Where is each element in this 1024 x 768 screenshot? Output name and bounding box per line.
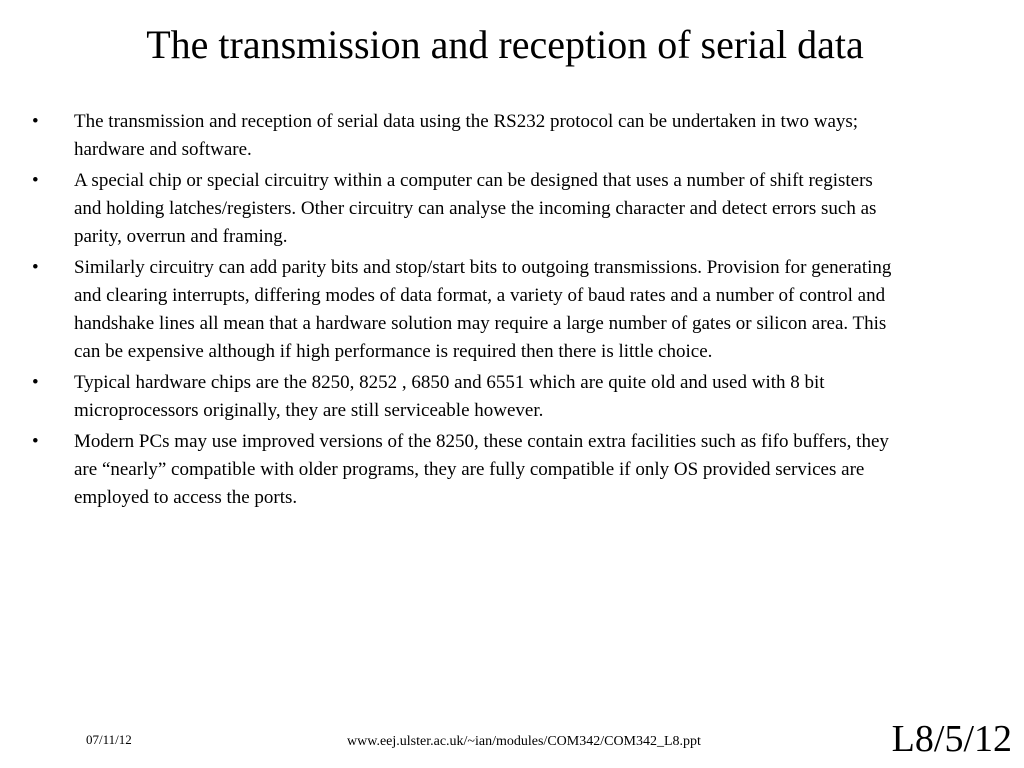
footer-url: www.eej.ulster.ac.uk/~ian/modules/COM342/COM342_L8.ppt: [347, 734, 701, 749]
slide-number: L8/5/12: [891, 718, 1012, 760]
bullet-text: The transmission and reception of serial data using the RS232 protocol can be undertaken in two ways; hardware and software.: [74, 111, 859, 160]
bullet-item: [30, 369, 892, 425]
bullet-icon: •: [32, 111, 39, 132]
footer-date: 07/11/12: [86, 732, 132, 747]
bullet-item: [30, 254, 892, 366]
bullet-icon: •: [32, 257, 39, 278]
bullet-item: [30, 428, 892, 512]
bullet-item: [30, 108, 892, 164]
bullet-icon: •: [32, 431, 39, 452]
bullet-icon: •: [32, 170, 39, 191]
bullet-text: Similarly circuitry can add parity bits and stop/start bits to outgoing transmissions. Provision for generating and clearing interrupts, differing modes of data format, a variety of baud rates and a number of control and handshake lines all mean that a hardware solution may require a large number of gates or silicon area. This can be expensive although if high performance is required then there is little choice.: [74, 257, 892, 362]
slide-title: The transmission and reception of serial data: [146, 22, 864, 67]
bullet-item: [30, 167, 892, 251]
bullet-list: [30, 108, 892, 515]
bullet-text: A special chip or special circuitry within a computer can be designed that uses a number of shift registers and holding latches/registers. Other circuitry can analyse the incoming character and detect errors such as parity, overrun and framing.: [74, 170, 877, 247]
bullet-icon: •: [32, 372, 39, 393]
bullet-text: Modern PCs may use improved versions of the 8250, these contain extra facilities such as fifo buffers, they are “nearly” compatible with older programs, they are fully compatible if only OS provided services are employed to access the ports.: [74, 431, 889, 508]
bullet-text: Typical hardware chips are the 8250, 8252 , 6850 and 6551 which are quite old and used with 8 bit microprocessors originally, they are still serviceable however.: [74, 372, 825, 421]
